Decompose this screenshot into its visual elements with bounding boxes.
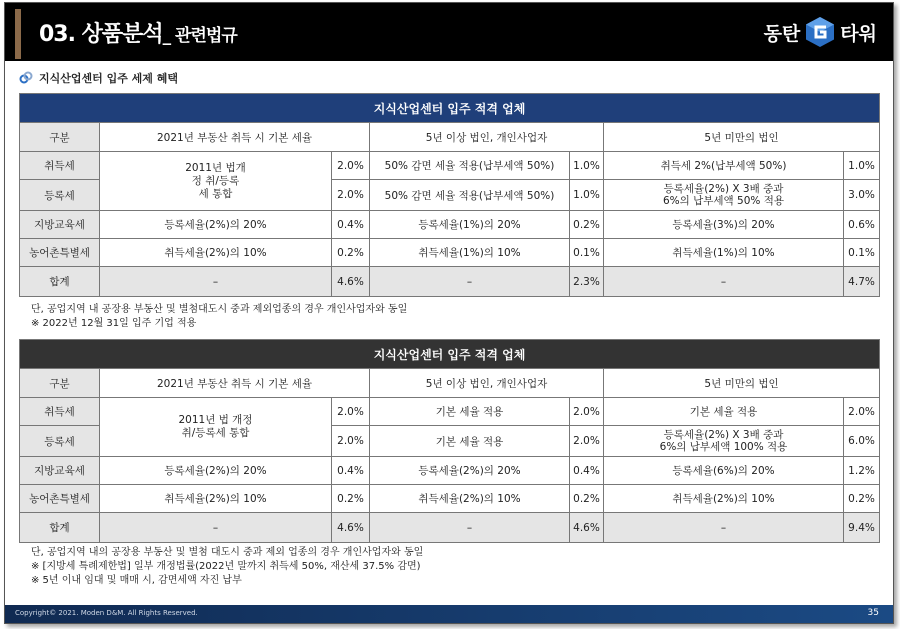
brand-left-text: 동탄 bbox=[763, 22, 801, 45]
row-label: 지방교육세 bbox=[20, 457, 100, 485]
table-cell: 취득세율(2%)의 10% bbox=[370, 485, 570, 513]
page-number: 35 bbox=[867, 608, 879, 618]
table-cell: 취득세율(2%)의 10% bbox=[100, 485, 332, 513]
column-header: 5년 미만의 법인 bbox=[604, 123, 880, 152]
table-row bbox=[20, 485, 880, 513]
table-row bbox=[20, 152, 880, 180]
row-label: 합계 bbox=[20, 513, 100, 543]
rate-value: 2.0% bbox=[332, 398, 370, 426]
merged-cell: 2011년 법 개정 취/등록세 통합 bbox=[100, 398, 332, 457]
row-label: 취득세 bbox=[20, 398, 100, 426]
column-header: 5년 이상 법인, 개인사업자 bbox=[370, 369, 604, 398]
notes-1 bbox=[31, 303, 407, 331]
note-line: 단, 공업지역 내의 공장용 부동산 및 별첨 대도시 중과 제외 업종의 경우 개인사업자와 동일 bbox=[31, 547, 424, 558]
table-cell: 등록세율(2%)의 20% bbox=[100, 457, 332, 485]
row-label: 농어촌특별세 bbox=[20, 485, 100, 513]
rate-value: 2.0% bbox=[332, 426, 370, 457]
table-cell: 취득세율(2%)의 10% bbox=[604, 485, 844, 513]
rate-value: 4.6% bbox=[570, 513, 604, 543]
table-cell: 등록세율(6%)의 20% bbox=[604, 457, 844, 485]
rate-value: 0.4% bbox=[332, 457, 370, 485]
table-row-total bbox=[20, 267, 880, 297]
table-cell: 등록세율(3%)의 20% bbox=[604, 211, 844, 239]
table-cell: 등록세율(2%) X 3배 중과 6%의 납부세액 50% 적용 bbox=[604, 180, 844, 211]
row-label: 농어촌특별세 bbox=[20, 239, 100, 267]
table-cell: – bbox=[370, 513, 570, 543]
table-cell: 기본 세율 적용 bbox=[604, 398, 844, 426]
rate-value: 2.0% bbox=[332, 152, 370, 180]
note-line: ※ 5년 이내 임대 및 매매 시, 감면세액 자진 납부 bbox=[31, 575, 242, 586]
row-label: 등록세 bbox=[20, 180, 100, 211]
tax-table-2 bbox=[19, 339, 880, 543]
table-cell: – bbox=[604, 267, 844, 297]
rate-value: 0.4% bbox=[332, 211, 370, 239]
table-cell: 취득세 2%(납부세액 50%) bbox=[604, 152, 844, 180]
rate-value: 2.3% bbox=[570, 267, 604, 297]
rate-value: 0.1% bbox=[844, 239, 880, 267]
rate-value: 0.2% bbox=[844, 485, 880, 513]
rate-value: 9.4% bbox=[844, 513, 880, 543]
note-line: ※ [지방세 특례제한법] 일부 개정법률(2022년 말까지 취득세 50%, 재산세 37.5% 감면) bbox=[31, 561, 421, 572]
row-label: 합계 bbox=[20, 267, 100, 297]
rate-value: 4.6% bbox=[332, 267, 370, 297]
rate-value: 1.0% bbox=[570, 180, 604, 211]
table-cell: 등록세율(2%)의 20% bbox=[100, 211, 332, 239]
table-cell: – bbox=[604, 513, 844, 543]
note-line: ※ 2022년 12월 31일 입주 기업 적용 bbox=[31, 318, 197, 329]
merged-cell: 2011년 법개 정 취/등록 세 통합 bbox=[100, 152, 332, 211]
rate-value: 1.0% bbox=[570, 152, 604, 180]
table-row bbox=[20, 398, 880, 426]
copyright-text: Copyright© 2021. Moden D&M. All Rights Reserved. bbox=[15, 609, 198, 617]
rate-value: 0.6% bbox=[844, 211, 880, 239]
column-header: 5년 이상 법인, 개인사업자 bbox=[370, 123, 604, 152]
tax-table-1 bbox=[19, 93, 880, 297]
header-bar bbox=[5, 3, 893, 61]
rate-value: 2.0% bbox=[570, 426, 604, 457]
brand-right-text: 타워 bbox=[840, 22, 877, 45]
table-cell: 50% 감면 세율 적용(납부세액 50%) bbox=[370, 180, 570, 211]
rate-value: 4.6% bbox=[332, 513, 370, 543]
table-cell: 취득세율(2%)의 10% bbox=[100, 239, 332, 267]
table-cell: 50% 감면 세율 적용(납부세액 50%) bbox=[370, 152, 570, 180]
rate-value: 3.0% bbox=[844, 180, 880, 211]
table-cell: 등록세율(2%)의 20% bbox=[370, 457, 570, 485]
rate-value: 2.0% bbox=[570, 398, 604, 426]
rate-value: 4.7% bbox=[844, 267, 880, 297]
table-cell: – bbox=[100, 267, 332, 297]
table-cell: – bbox=[370, 267, 570, 297]
table-row bbox=[20, 239, 880, 267]
row-label: 취득세 bbox=[20, 152, 100, 180]
rate-value: 0.2% bbox=[332, 485, 370, 513]
page-title bbox=[39, 17, 237, 48]
table-cell: 취득세율(1%)의 10% bbox=[604, 239, 844, 267]
table-cell: 취득세율(1%)의 10% bbox=[370, 239, 570, 267]
table-row bbox=[20, 211, 880, 239]
table-cell: 기본 세율 적용 bbox=[370, 426, 570, 457]
rate-value: 0.2% bbox=[570, 485, 604, 513]
row-label: 지방교육세 bbox=[20, 211, 100, 239]
rate-value: 2.0% bbox=[332, 180, 370, 211]
rate-value: 0.2% bbox=[332, 239, 370, 267]
notes-2 bbox=[31, 546, 423, 588]
note-line: 단, 공업지역 내 공장용 부동산 및 별첨대도시 중과 제외업종의 경우 개인사업자와 동일 bbox=[31, 304, 408, 315]
table-cell: 등록세율(2%) X 3배 중과 6%의 납부세액 100% 적용 bbox=[604, 426, 844, 457]
rate-value: 1.2% bbox=[844, 457, 880, 485]
column-header: 2021년 부동산 취득 시 기본 세율 bbox=[100, 123, 370, 152]
table-row bbox=[20, 457, 880, 485]
brand-logo bbox=[764, 15, 877, 49]
column-header: 구분 bbox=[20, 369, 100, 398]
table-cell: 등록세율(1%)의 20% bbox=[370, 211, 570, 239]
title-main: 03. 상품분석 bbox=[39, 22, 163, 47]
table-cell: 기본 세율 적용 bbox=[370, 398, 570, 426]
table-row-total bbox=[20, 513, 880, 543]
footer-bar bbox=[5, 605, 893, 623]
title-sub: _ 관련법규 bbox=[162, 26, 237, 46]
rate-value: 0.4% bbox=[570, 457, 604, 485]
section-label bbox=[19, 70, 178, 86]
column-header: 구분 bbox=[20, 123, 100, 152]
rate-value: 1.0% bbox=[844, 152, 880, 180]
section-label-text: 지식산업센터 입주 세제 혜택 bbox=[39, 72, 178, 85]
link-icon bbox=[19, 71, 33, 85]
row-label: 등록세 bbox=[20, 426, 100, 457]
rate-value: 0.2% bbox=[570, 211, 604, 239]
rate-value: 2.0% bbox=[844, 398, 880, 426]
table-caption: 지식산업센터 입주 적격 업체 bbox=[20, 340, 880, 369]
table-cell: – bbox=[100, 513, 332, 543]
accent-stripe bbox=[15, 9, 21, 59]
rate-value: 0.1% bbox=[570, 239, 604, 267]
table-caption: 지식산업센터 입주 적격 업체 bbox=[20, 94, 880, 123]
column-header: 5년 미만의 법인 bbox=[604, 369, 880, 398]
column-header: 2021년 부동산 취득 시 기본 세율 bbox=[100, 369, 370, 398]
slide bbox=[4, 2, 894, 624]
rate-value: 6.0% bbox=[844, 426, 880, 457]
g-logo-icon bbox=[804, 16, 836, 48]
